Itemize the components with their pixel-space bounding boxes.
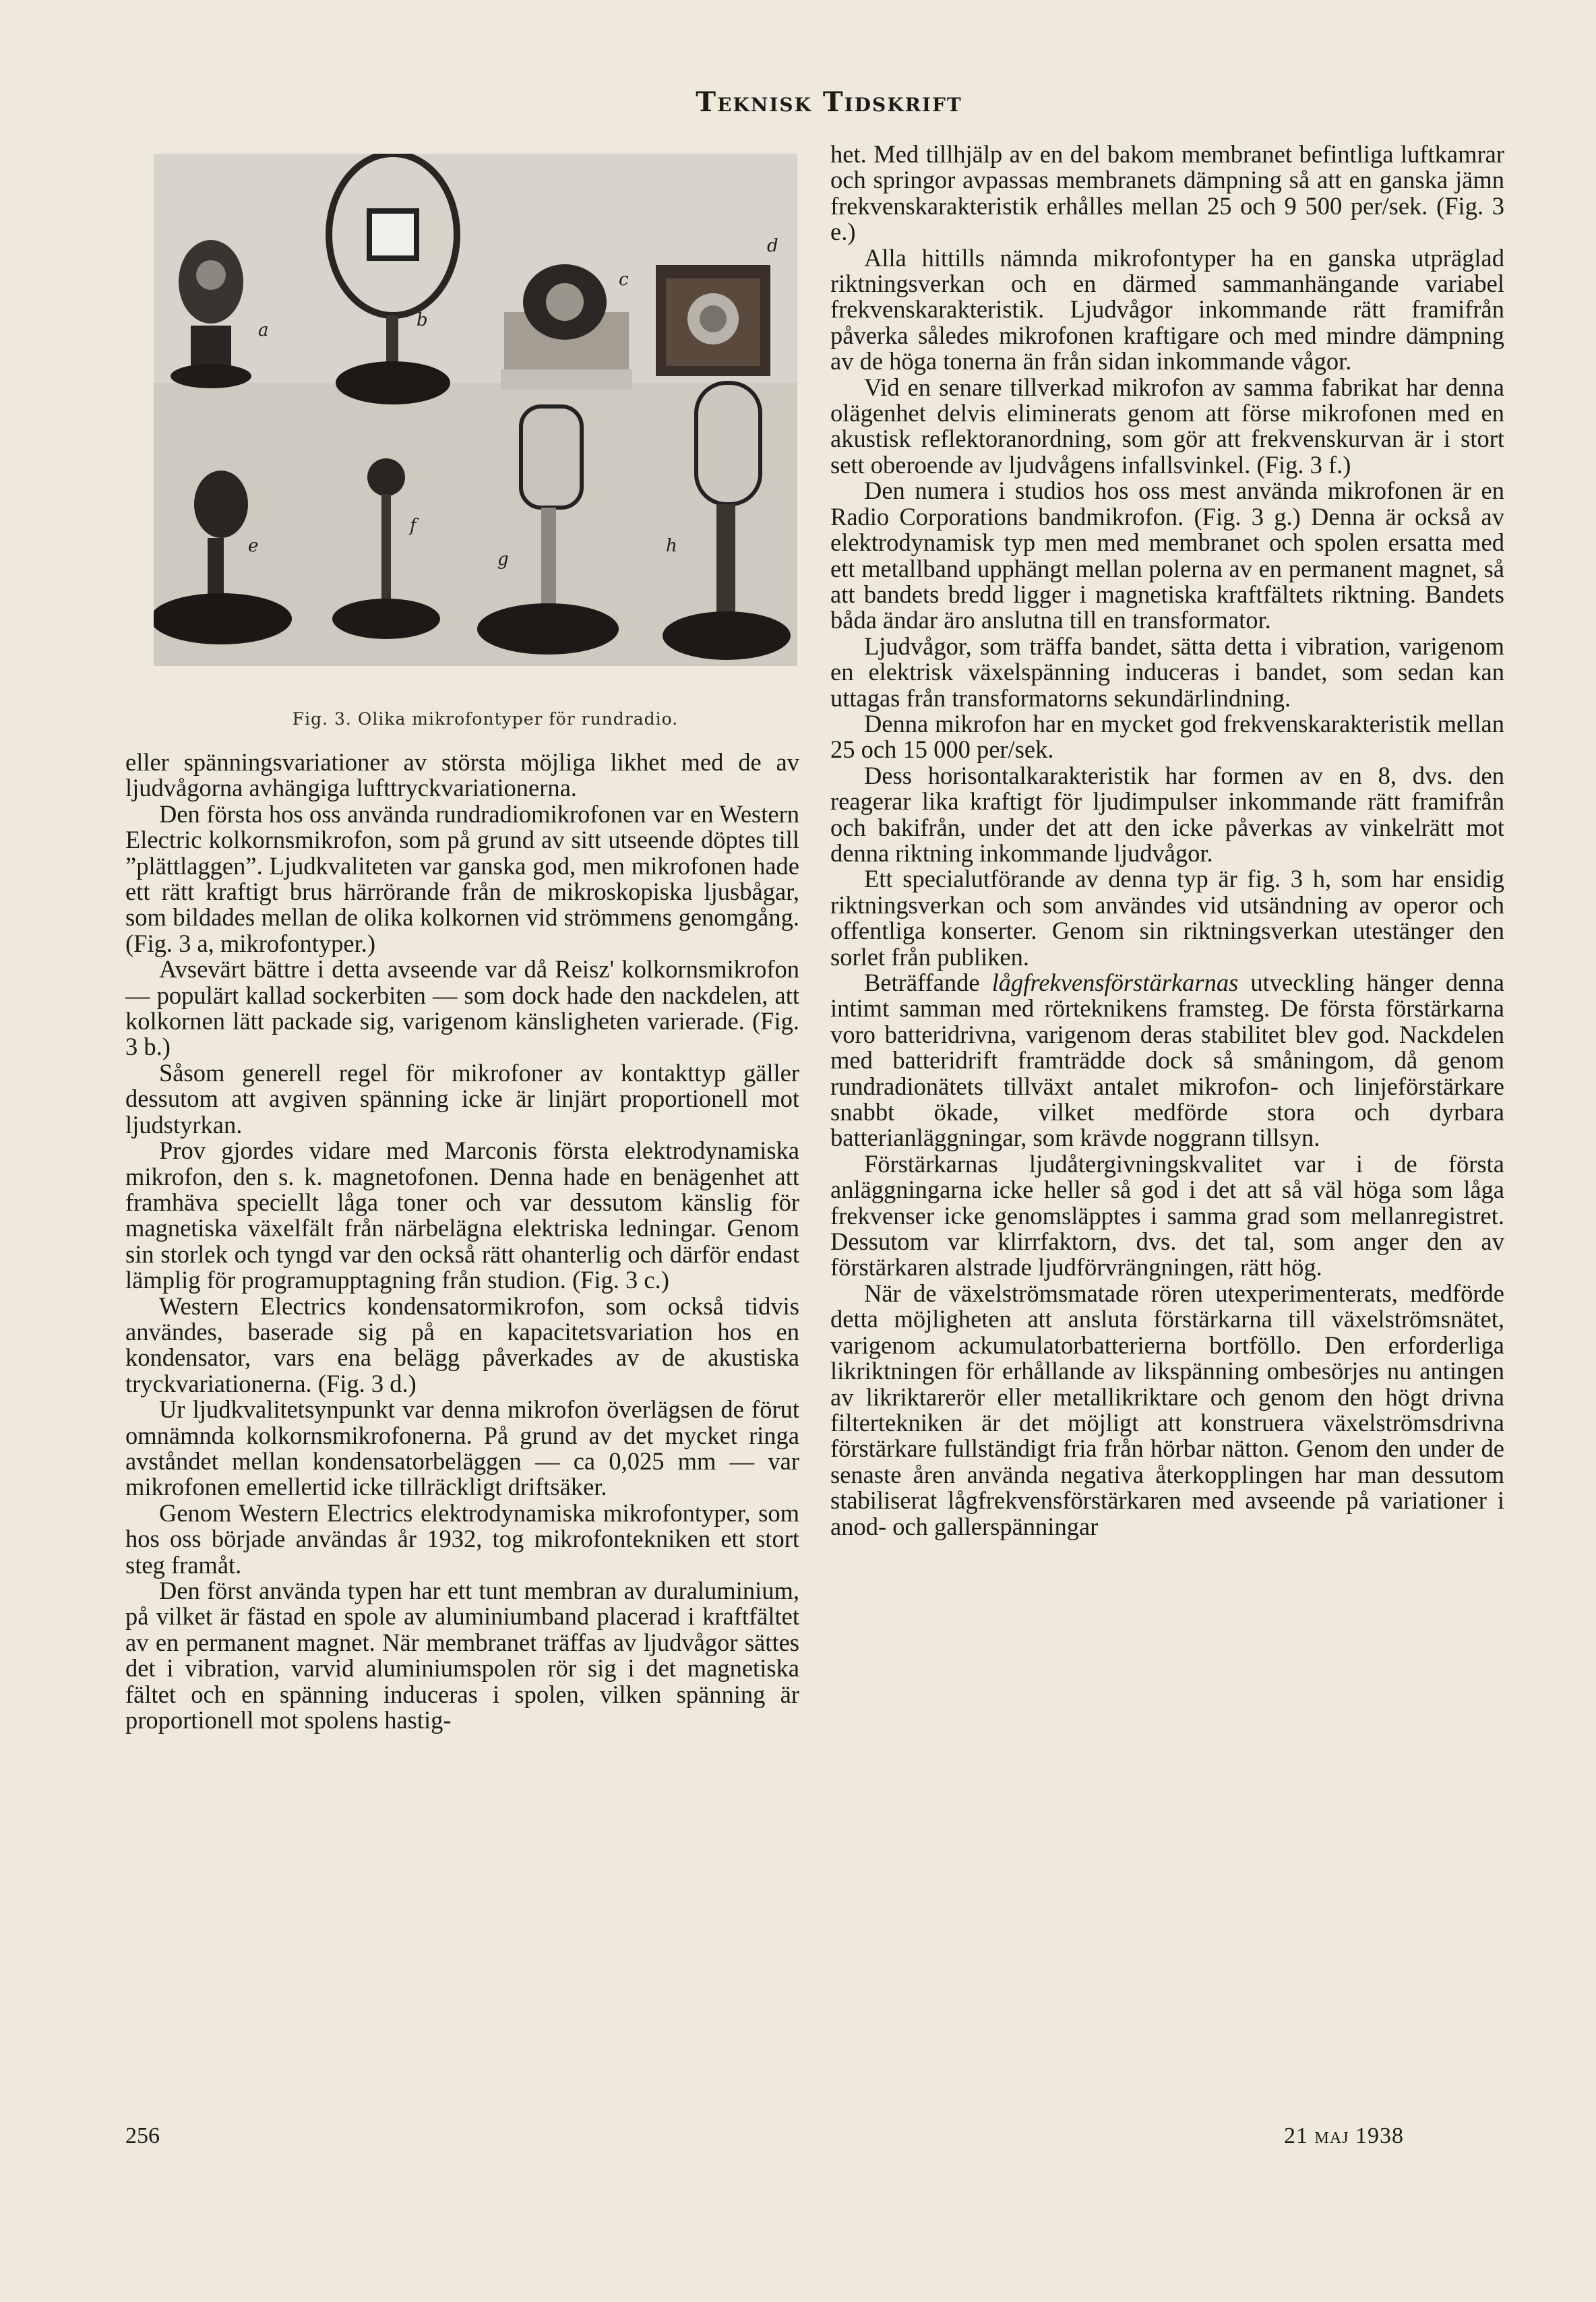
figure-label-a: a: [258, 320, 269, 340]
paragraph: Western Electrics kondensatormikrofon, som också tidvis användes, baserade sig på en kapacitetsvariation hos en kondensator, vars ena belägg påverkades av de akustiska tryckvariationerna. (Fig. 3 d.): [125, 1292, 799, 1397]
figure-label-f: f: [410, 516, 417, 536]
figure-label-c: c: [619, 270, 629, 290]
right-text-column: [830, 142, 1504, 2184]
microphone-photo: [154, 154, 797, 666]
paragraph: Ur ljudkvalitetsynpunkt var denna mikrofon överlägsen de förut omnämnda kolkornsmikrofonerna. På grund av det mycket ringa avståndet mellan kondensatorbeläggen — ca 0,025 mm — var mikrofonen emellertid icke tillräckligt driftsäker.: [125, 1395, 799, 1501]
microphone-photo-figure: [154, 154, 797, 666]
paragraph: Prov gjordes vidare med Marconis första elektrodynamiska mikrofon, den s. k. magnetofonen. Denna hade en benägenhet att framhäva speciellt låga toner och var dessutom känslig för magnetiska växelfält från närbelägna elektriska ledningar. Genom sin storlek och tyngd var den också rätt ohanterlig och därför endast lämplig för programupptagning från studion. (Fig. 3 c.): [125, 1137, 799, 1294]
microphone-d: [656, 265, 770, 376]
paragraph: Vid en senare tillverkad mikrofon av samma fabrikat har denna olägenhet delvis eliminerats genom att förse mikrofonen med en akustisk reflektoranordning, som gör att frekvenskurvan är i stort sett oberoende av ljudvågens infallsvinkel. (Fig. 3 f.): [830, 373, 1504, 479]
paragraph: Den numera i studios hos oss mest använda mikrofonen är en Radio Corporations bandmikrofon. (Fig. 3 g.) Denna är också av elektrodynamisk typ men med membranet och spolen ersatta med ett metallband upphängt mellan polerna av en permanent magnet, så att bandets bredd ligger i magnetiska kraftfältets riktning. Bandets båda ändar äro anslutna till en transformator.: [830, 477, 1504, 634]
issue-date-day: 21: [1284, 2123, 1308, 2148]
figure-label-e: e: [248, 536, 259, 556]
figure-label-b: b: [417, 310, 428, 330]
italic-term: lågfrekvensförstärkarnas: [991, 969, 1239, 996]
issue-date: [1284, 2123, 1404, 2149]
paragraph: Dess horisontalkarakteristik har formen av en 8, dvs. den reagerar lika kraftigt för ljudimpulser inkommande rätt framifrån och bakifrån, under det att den icke påverkas av vinkelrätt mot denna riktning inkommande ljudvågor.: [830, 761, 1504, 867]
paragraph: Alla hittills nämnda mikrofontyper ha en ganska utpräglad riktningsverkan och en därmed sammanhängande variabel frekvenskarakteristik. Ljudvågor inkommande rätt framifrån påverka således mikrofonen kraftigare och med mindre dämpning av de höga tonerna än från sidan inkommande vågor.: [830, 243, 1504, 375]
paragraph-rest: utveckling hänger denna intimt samman med rörteknikens framsteg. De första förstärkarna voro batteridrivna, varigenom deras stabilitet blev god. Nackdelen med batteridrift framträdde dock så småningom, då genom rundradionätets tillväxt antalet mikrofon- och linjeförstärkare snabbt ökade, vilket medförde stora och dyrbara batterianläggningar, som krävde noggrann tillsyn.: [830, 969, 1505, 1152]
journal-masthead: Teknisk Tidskrift: [696, 86, 962, 118]
paragraph: Denna mikrofon har en mycket god frekvenskarakteristik mellan 25 och 15 000 per/sek.: [830, 709, 1504, 764]
paragraph: Den först använda typen har ett tunt membran av duraluminium, på vilket är fästad en spole av aluminiumband placerad i kraftfältet av en permanent magnet. När membranet träffas av ljudvågor sättes det i vibration, varvid aluminiumspolen rör sig i det magnetiska fältet och en spänning induceras i spolen, vilken spänning är proportionell mot spolens hastig-: [125, 1577, 799, 1734]
left-text-column: [125, 750, 799, 2181]
figure-label-g: g: [497, 549, 509, 570]
paragraph: Den första hos oss använda rundradiomikrofonen var en Western Electric kolkornsmikrofon, som på grund av sitt utseende döptes till ”plättlaggen”. Ljudkvaliteten var ganska god, men mikrofonen hade ett rätt kraftigt brus härrörande från de mikroskopiska ljusbågar, som bildades mellan de olika kolkornen vid strömmens genomgång. (Fig. 3 a, mikrofontyper.): [125, 799, 799, 957]
page-number: 256: [125, 2123, 160, 2148]
paragraph-lead: Beträffande: [864, 969, 992, 996]
issue-date-year: 1938: [1355, 2123, 1405, 2148]
issue-date-month: maj: [1314, 2123, 1349, 2148]
paragraph: Genom Western Electrics elektrodynamiska mikrofontyper, som hos oss började användas år 1932, tog mikrofontekniken ett stort steg framåt.: [125, 1498, 799, 1579]
figure-caption: Fig. 3. Olika mikrofontyper för rundradio.: [292, 709, 679, 729]
paragraph: Ett specialutförande av denna typ är fig. 3 h, som har ensidig riktningsverkan och som användes vid utsändning av operor och offentliga konserter. Genom sin riktningsverkan utestänger den sorlet från publiken.: [830, 865, 1504, 971]
paragraph: Såsom generell regel för mikrofoner av kontakttyp gäller dessutom att avgiven spänning icke är linjärt proportionell mot ljudstyrkan.: [125, 1058, 799, 1139]
paragraph: [830, 970, 1504, 1151]
paragraph: Avsevärt bättre i detta avseende var då Reisz' kolkornsmikrofon — populärt kallad sockerbiten — som dock hade den nackdelen, att kolkornen lätt packade sig, varigenom känsligheten varierade. (Fig. 3 b.): [125, 955, 799, 1061]
paragraph: Ljudvågor, som träffa bandet, sätta detta i vibration, varigenom en elektrisk växelspänning induceras i bandet, som sedan kan uttagas från transformatorns sekundärlindning.: [830, 632, 1504, 712]
paragraph: När de växelströmsmatade rören utexperimenterats, medförde detta möjligheten att ansluta förstärkarna till växelströmsnätet, varigenom ackumulatorbatterierna bortföllo. Den erforderliga likriktningen för erhållande av likspänning ombesörjes nu antingen av likriktarerör eller metallikriktare och genom den högt drivna filtertekniken är det möjligt att konstruera växelströmsdrivna förstärkare fullständigt fria från hörbar nätton. Genom den under de senaste åren använda negativa återkopplingen har man dessutom stabiliserat lågfrekvensförstärkaren med avseende på variationer i anod- och gallerspänningar: [830, 1279, 1504, 1540]
paragraph: Förstärkarnas ljudåtergivningskvalitet var i de första anläggningarna icke heller så god i det att så väl höga som låga frekvenser icke genomsläpptes i samma grad som mellanregistret. Dessutom var klirrfaktorn, dvs. det tal, som anger den av förstärkaren alstrade ljudförvrängningen, rätt hög.: [830, 1149, 1504, 1281]
figure-label-d: d: [767, 236, 778, 256]
paragraph: eller spänningsvariationer av största möjliga likhet med de av ljudvågorna avhängiga lufttryckvariationerna.: [125, 748, 799, 802]
figure-label-h: h: [666, 536, 677, 556]
paragraph: het. Med tillhjälp av en del bakom membranet befintliga luftkamrar och springor avpassas membranets dämpning så att en ganska jämn frekvenskarakteristik erhålles mellan 25 och 9 500 per/sek. (Fig. 3 e.): [830, 140, 1504, 246]
